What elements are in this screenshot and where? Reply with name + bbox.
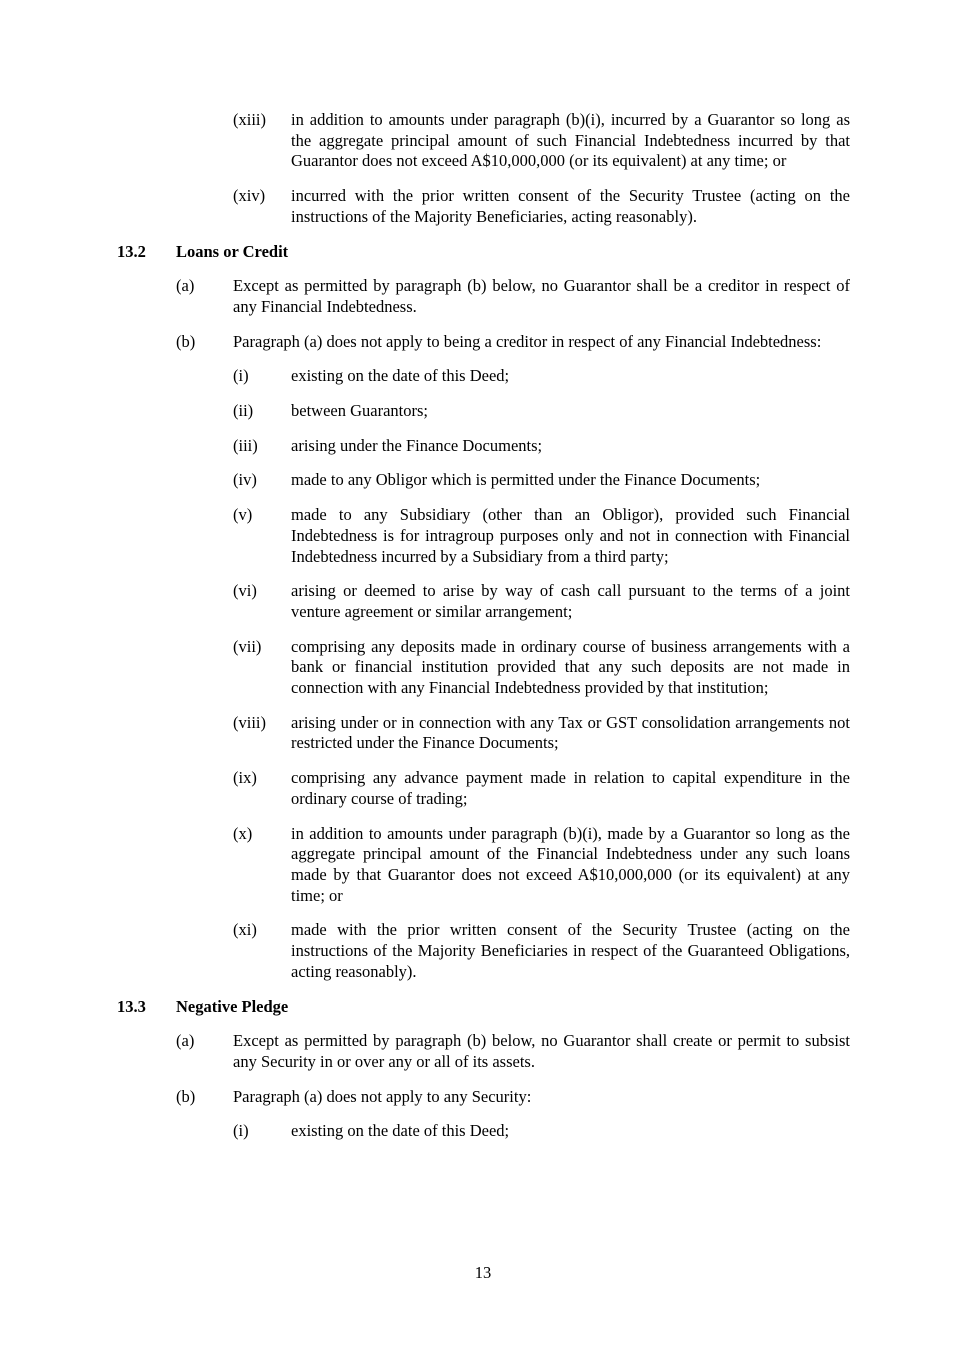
clause-label: (vii)	[233, 636, 262, 656]
clause-label: (vi)	[233, 581, 257, 601]
clause-label: (xiii)	[233, 110, 266, 129]
clause-text: in addition to amounts under paragraph (b)(i), made by a Guarantor so long as the aggregate principal amount of the Financial Indebtedness under any such loans made by that Guarantor does not exceed A$10,000,000 (or its equivalent) at any time; or	[291, 823, 850, 905]
clause-text: arising under or in connection with any Tax or GST consolidation arrangements not restricted under the Finance Documents;	[291, 712, 850, 753]
clause-label: (b)	[176, 331, 196, 351]
clause-item-13-2-b	[117, 332, 850, 353]
clause-text: existing on the date of this Deed;	[291, 1121, 510, 1141]
clause-item-13-2-b-ix	[117, 768, 850, 809]
clause-item-13-2-b-ii	[117, 401, 850, 422]
section-heading-13-2	[117, 242, 850, 263]
clause-label: (a)	[176, 1031, 195, 1051]
clause-label: (x)	[233, 823, 253, 843]
clause-item-xiv	[117, 186, 850, 227]
page-number: 13	[474, 1263, 492, 1282]
clause-item-13-2-b-x	[117, 824, 850, 907]
clause-label: (i)	[233, 1121, 249, 1141]
clause-text: existing on the date of this Deed;	[291, 366, 510, 386]
clause-text: in addition to amounts under paragraph (b)(i), incurred by a Guarantor so long as the aggregate principal amount of such Financial Indebtedness incurred by that Guarantor does not exceed A$10,000,000 (or its equivalent) at any time; or	[291, 110, 850, 171]
clause-item-13-2-b-iv	[117, 470, 850, 491]
clause-text: incurred with the prior written consent of the Security Trustee (acting on the instructions of the Majority Beneficiaries, acting reasonably).	[291, 186, 850, 226]
clause-text: Except as permitted by paragraph (b) below, no Guarantor shall be a creditor in respect of any Financial Indebtedness.	[233, 276, 850, 316]
clause-text: made to any Subsidiary (other than an Obligor), provided such Financial Indebtedness is for intragroup purposes only and not in connection with Financial Indebtedness incurred by a Subsidiary from a third party;	[291, 505, 850, 566]
section-title: Negative Pledge	[176, 996, 289, 1016]
section-heading-13-3	[117, 997, 850, 1018]
clause-item-13-2-b-vi	[117, 581, 850, 622]
section-title: Loans or Credit	[176, 241, 289, 261]
clause-item-xiii	[117, 110, 850, 172]
clause-text: Except as permitted by paragraph (b) below, no Guarantor shall create or permit to subsist any Security in or over any or all of its assets.	[233, 1031, 850, 1071]
clause-text: arising or deemed to arise by way of cash call pursuant to the terms of a joint venture agreement or similar arrangement;	[291, 581, 850, 621]
clause-label: (viii)	[233, 712, 266, 732]
section-number: 13.2	[117, 241, 146, 261]
clause-label: (iii)	[233, 435, 258, 455]
clause-label: (iv)	[233, 470, 257, 490]
clause-text: comprising any deposits made in ordinary course of business arrangements with a bank or financial institution provided that any such deposits are not made in connection with any Financial Indebtedness provided by that institution;	[291, 636, 850, 698]
clause-text: Paragraph (a) does not apply to being a creditor in respect of any Financial Indebtedness:	[233, 331, 822, 351]
clause-item-13-2-b-viii	[117, 713, 850, 754]
clause-label: (ii)	[233, 401, 254, 421]
clause-item-13-2-b-xi	[117, 920, 850, 982]
clause-item-13-2-b-vii	[117, 637, 850, 699]
clause-text: made to any Obligor which is permitted under the Finance Documents;	[291, 470, 761, 490]
clause-text: comprising any advance payment made in relation to capital expenditure in the ordinary course of trading;	[291, 768, 850, 808]
clause-item-13-3-b-i	[117, 1121, 850, 1142]
clause-label: (xiv)	[233, 186, 266, 206]
clause-label: (a)	[176, 276, 195, 296]
clause-text: arising under the Finance Documents;	[291, 435, 543, 455]
clause-item-13-3-a	[117, 1031, 850, 1072]
clause-item-13-2-b-i	[117, 366, 850, 387]
document-body	[117, 110, 850, 1156]
clause-label: (xi)	[233, 920, 257, 940]
section-number: 13.3	[117, 996, 146, 1016]
clause-text: Paragraph (a) does not apply to any Security:	[233, 1086, 532, 1106]
clause-label: (b)	[176, 1086, 196, 1106]
clause-item-13-2-b-iii	[117, 436, 850, 457]
clause-label: (i)	[233, 366, 249, 386]
clause-text: between Guarantors;	[291, 401, 428, 421]
clause-item-13-3-b	[117, 1087, 850, 1108]
clause-item-13-2-a	[117, 276, 850, 317]
clause-label: (v)	[233, 505, 253, 525]
clause-label: (ix)	[233, 768, 257, 788]
clause-text: made with the prior written consent of the Security Trustee (acting on the instructions of the Majority Beneficiaries in respect of the Guaranteed Obligations, acting reasonably).	[291, 920, 850, 981]
clause-item-13-2-b-v	[117, 505, 850, 567]
